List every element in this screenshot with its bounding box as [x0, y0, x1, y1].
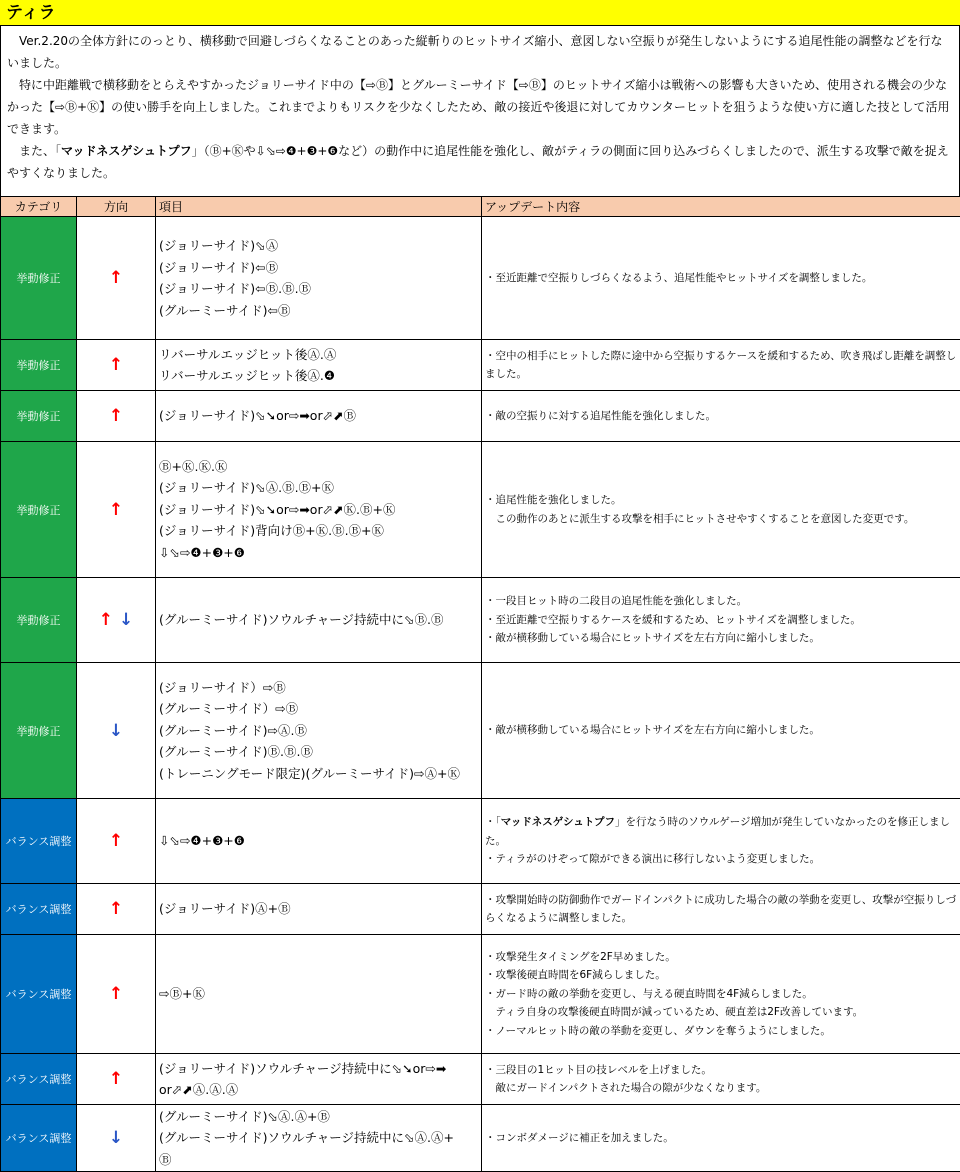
direction-cell: [77, 1105, 156, 1172]
item-cell: [156, 217, 482, 340]
update-note: ・攻撃発生タイミングを2F早めました。: [485, 948, 957, 967]
move-command: (グルーミーサイド)⇦Ⓑ: [159, 300, 478, 322]
arrow-down-icon: ↓: [109, 1128, 123, 1148]
arrow-up-icon: ↑: [109, 268, 123, 288]
update-note: ティラ自身の攻撃後硬直時間が減っているため、硬直差は2F改善しています。: [485, 1003, 957, 1022]
update-content-cell: [482, 217, 960, 340]
direction-cell: [77, 799, 156, 884]
category-cell: 挙動修正: [1, 442, 77, 578]
arrow-up-icon: ↑: [109, 355, 123, 375]
arrow-up-icon: ↑: [109, 1069, 123, 1089]
move-command: (ジョリーサイド)⬂Ⓐ: [159, 235, 478, 257]
category-cell: バランス調整: [1, 1054, 77, 1105]
move-command: (ジョリーサイド)⬂➘or⇨➡or⬀⬈Ⓑ: [159, 405, 478, 427]
move-command: (ジョリーサイド)⇦Ⓑ: [159, 257, 478, 279]
arrow-up-icon: ↑: [109, 899, 123, 919]
direction-cell: [77, 442, 156, 578]
update-note: ・ティラがのけぞって隙ができる演出に移行しないよう変更しました。: [485, 850, 957, 869]
intro-paragraph-2: 特に中距離戦で横移動をとらえやすかったジョリーサイド中の【⇨Ⓑ】とグルーミーサイド【⇨Ⓑ】のヒットサイズ縮小は戦術への影響も大きいため、使用される機会の少なかった【⇨Ⓑ+Ⓚ】の使い勝手を向上しました。これまでよりもリスクを少なくしたため、敵の接近や後退に対してカウンターヒットを狙うような使い方に適した技として活用できます。: [7, 74, 951, 140]
arrow-up-icon: ↑: [99, 610, 113, 630]
intro-text: [0, 26, 960, 196]
header-category: カテゴリ: [1, 197, 77, 217]
table-row: [1, 1105, 960, 1172]
table-row: [1, 799, 960, 884]
move-command: ⇩⬂⇨❹+❸+❻: [159, 830, 478, 852]
table-row: [1, 578, 960, 663]
update-content-cell: [482, 799, 960, 884]
update-content-cell: [482, 442, 960, 578]
item-cell: [156, 884, 482, 935]
update-content-cell: [482, 578, 960, 663]
arrow-down-icon: ↓: [109, 721, 123, 741]
item-cell: [156, 1054, 482, 1105]
category-cell: 挙動修正: [1, 578, 77, 663]
item-cell: [156, 391, 482, 442]
move-command: リバーサルエッジヒット後Ⓐ.Ⓐ: [159, 344, 478, 366]
arrow-up-icon: ↑: [109, 831, 123, 851]
move-command: リバーサルエッジヒット後Ⓐ.❹: [159, 365, 478, 387]
intro-paragraph-3: また、「マッドネスゲシュトプフ」（Ⓑ+Ⓚや⇩⬂⇨❹+❸+❻など）の動作中に追尾性能を強化し、敵がティラの側面に回り込みづらくしましたので、派生する攻撃で敵を捉えやすくなりました。: [7, 140, 951, 184]
category-cell: バランス調整: [1, 799, 77, 884]
update-content-cell: [482, 1054, 960, 1105]
table-row: [1, 391, 960, 442]
update-note: ・敵の空振りに対する追尾性能を強化しました。: [485, 407, 957, 426]
character-title: ティラ: [0, 0, 960, 26]
arrow-up-icon: ↑: [109, 984, 123, 1004]
move-name-bold: マッドネスゲシュトプフ: [501, 816, 615, 828]
update-note: ・敵が横移動している場合にヒットサイズを左右方向に縮小しました。: [485, 629, 957, 648]
header-item: 項目: [156, 197, 482, 217]
update-note: ・至近距離で空振りしづらくなるよう、追尾性能やヒットサイズを調整しました。: [485, 269, 957, 288]
direction-cell: [77, 663, 156, 799]
table-row: [1, 340, 960, 391]
table-row: [1, 217, 960, 340]
update-content-cell: [482, 884, 960, 935]
move-command: (グルーミーサイド)ソウルチャージ持続中に⬂Ⓐ.Ⓐ+: [159, 1127, 478, 1149]
direction-cell: [77, 340, 156, 391]
move-command: Ⓑ: [159, 1149, 478, 1171]
update-content-cell: [482, 391, 960, 442]
move-name-bold: マッドネスゲシュトプフ: [61, 144, 192, 158]
category-cell: 挙動修正: [1, 663, 77, 799]
move-command: (ジョリーサイド)⬂➘or⇨➡or⬀⬈Ⓚ.Ⓑ+Ⓚ: [159, 499, 478, 521]
move-command: ⇩⬂⇨❹+❸+❻: [159, 542, 478, 564]
header-update-content: アップデート内容: [482, 197, 960, 217]
direction-cell: [77, 578, 156, 663]
category-cell: バランス調整: [1, 935, 77, 1054]
arrow-up-icon: ↑: [109, 500, 123, 520]
update-table: [0, 196, 960, 1172]
category-cell: 挙動修正: [1, 340, 77, 391]
move-command: (グルーミーサイド）⇨Ⓑ: [159, 698, 478, 720]
table-row: [1, 663, 960, 799]
update-note: この動作のあとに派生する攻撃を相手にヒットさせやすくすることを意図した変更です。: [485, 510, 957, 529]
table-row: [1, 1054, 960, 1105]
direction-cell: [77, 935, 156, 1054]
move-command: (ジョリーサイド)背向けⒷ+Ⓚ.Ⓑ.Ⓑ+Ⓚ: [159, 520, 478, 542]
category-cell: 挙動修正: [1, 391, 77, 442]
item-cell: [156, 935, 482, 1054]
table-row: [1, 884, 960, 935]
update-content-cell: [482, 935, 960, 1054]
item-cell: [156, 340, 482, 391]
update-note: ・攻撃後硬直時間を6F減らしました。: [485, 966, 957, 985]
update-note: ・追尾性能を強化しました。: [485, 491, 957, 510]
arrow-down-icon: ↓: [119, 610, 133, 630]
table-header-row: [1, 197, 960, 217]
direction-cell: [77, 1054, 156, 1105]
update-note: ・攻撃開始時の防御動作でガードインパクトに成功した場合の敵の挙動を変更し、攻撃が空振りしづらくなるように調整しました。: [485, 891, 957, 928]
move-command: (グルーミーサイド)Ⓑ.Ⓑ.Ⓑ: [159, 741, 478, 763]
update-note: ・敵が横移動している場合にヒットサイズを左右方向に縮小しました。: [485, 721, 957, 740]
move-command: (ジョリーサイド）⇨Ⓑ: [159, 677, 478, 699]
move-command: or⬀⬈Ⓐ.Ⓐ.Ⓐ: [159, 1079, 478, 1101]
move-command: (グルーミーサイド)⬂Ⓐ.Ⓐ+Ⓑ: [159, 1106, 478, 1128]
update-content-cell: [482, 340, 960, 391]
update-note: ・一段目ヒット時の二段目の追尾性能を強化しました。: [485, 592, 957, 611]
move-command: Ⓑ+Ⓚ.Ⓚ.Ⓚ: [159, 456, 478, 478]
move-command: (トレーニングモード限定)(グルーミーサイド)⇨Ⓐ+Ⓚ: [159, 763, 478, 785]
update-note: ・三段目の1ヒット目の技レベルを上げました。: [485, 1061, 957, 1080]
direction-cell: [77, 391, 156, 442]
item-cell: [156, 1105, 482, 1172]
move-command: (グルーミーサイド)⇨Ⓐ.Ⓑ: [159, 720, 478, 742]
category-cell: バランス調整: [1, 884, 77, 935]
move-command: (ジョリーサイド)ソウルチャージ持続中に⬂➘or⇨➡: [159, 1058, 478, 1080]
category-cell: バランス調整: [1, 1105, 77, 1172]
item-cell: [156, 578, 482, 663]
move-command: (ジョリーサイド)⬂Ⓐ.Ⓑ.Ⓑ+Ⓚ: [159, 477, 478, 499]
update-content-cell: [482, 663, 960, 799]
item-cell: [156, 799, 482, 884]
update-note: ・至近距離で空振りするケースを緩和するため、ヒットサイズを調整しました。: [485, 611, 957, 630]
move-command: (ジョリーサイド)Ⓐ+Ⓑ: [159, 898, 478, 920]
arrow-up-icon: ↑: [109, 406, 123, 426]
item-cell: [156, 663, 482, 799]
update-note: ・ノーマルヒット時の敵の挙動を変更し、ダウンを奪うようにしました。: [485, 1022, 957, 1041]
update-note: ・空中の相手にヒットした際に途中から空振りするケースを緩和するため、吹き飛ばし距離を調整しました。: [485, 347, 957, 384]
table-row: [1, 442, 960, 578]
table-row: [1, 935, 960, 1054]
direction-cell: [77, 217, 156, 340]
header-direction: 方向: [77, 197, 156, 217]
item-cell: [156, 442, 482, 578]
move-command: ⇨Ⓑ+Ⓚ: [159, 983, 478, 1005]
intro-paragraph-1: Ver.2.20の全体方針にのっとり、横移動で回避しづらくなることのあった縦斬りのヒットサイズ縮小、意図しない空振りが発生しないようにする追尾性能の調整などを行ないました。: [7, 30, 951, 74]
move-command: (ジョリーサイド)⇦Ⓑ.Ⓑ.Ⓑ: [159, 278, 478, 300]
category-cell: 挙動修正: [1, 217, 77, 340]
update-note: ・コンボダメージに補正を加えました。: [485, 1129, 957, 1148]
move-command: (グルーミーサイド)ソウルチャージ持続中に⬂Ⓑ.Ⓑ: [159, 609, 478, 631]
update-note: 敵にガードインパクトされた場合の隙が少なくなります。: [485, 1079, 957, 1098]
direction-cell: [77, 884, 156, 935]
update-note: ・「マッドネスゲシュトプフ」を行なう時のソウルゲージ増加が発生していなかったのを修正しました。: [485, 813, 957, 850]
update-note: ・ガード時の敵の挙動を変更し、与える硬直時間を4F減らしました。: [485, 985, 957, 1004]
update-content-cell: [482, 1105, 960, 1172]
